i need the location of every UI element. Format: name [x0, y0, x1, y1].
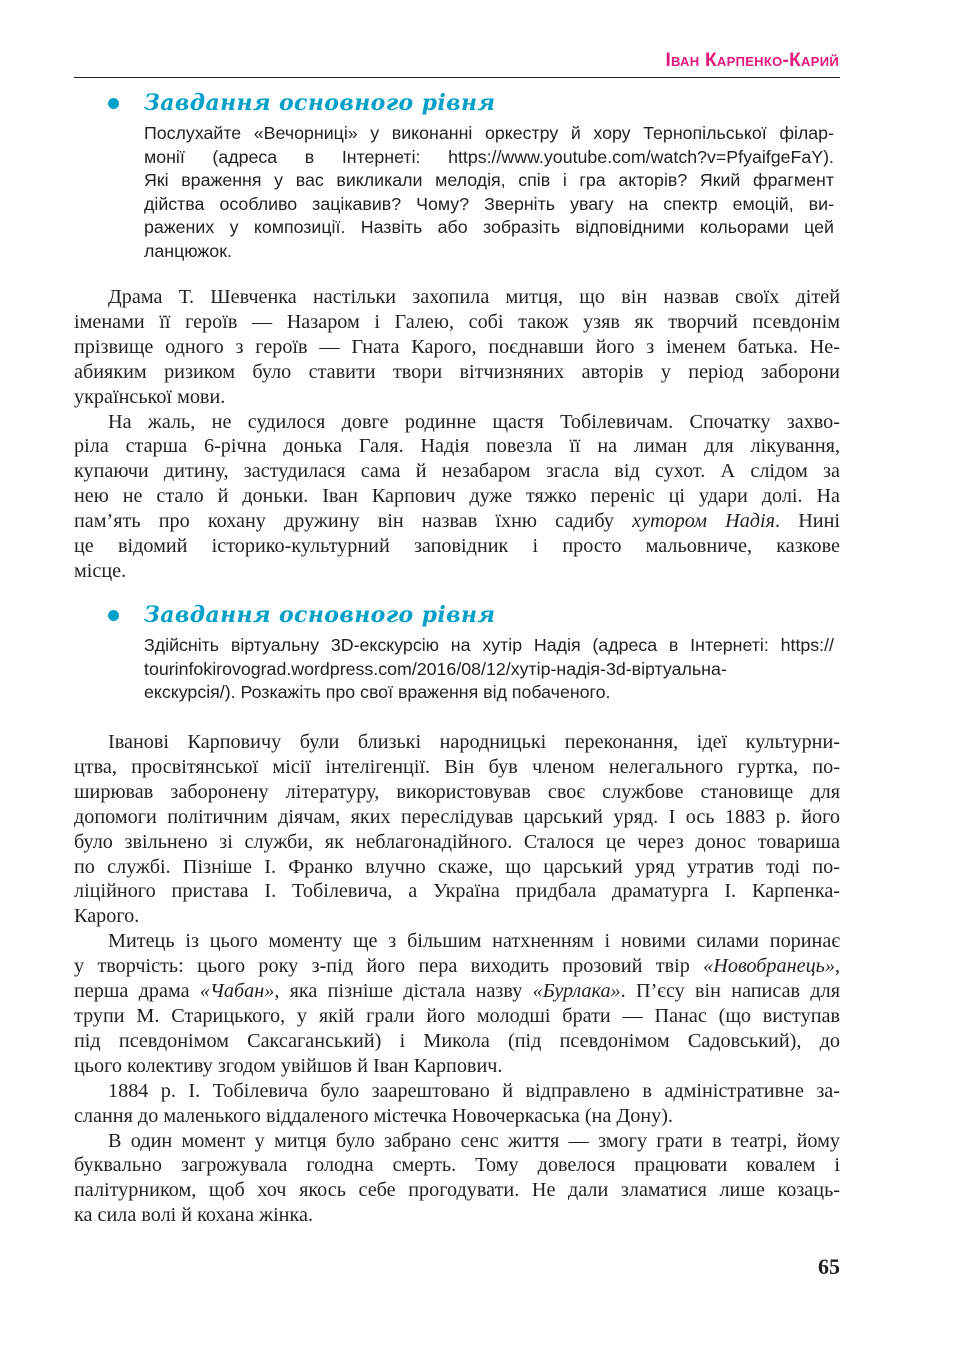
text-line: слання до маленького віддаленого містечка Новочеркаська (на Дону).	[74, 1104, 673, 1127]
text-line: В один момент у митця було забрано сенс життя — змогу грати в театрі, йому	[108, 1129, 840, 1152]
text-line: ліційного пристава І. Тобілевича, а Україна придбала драматурга І. Карпенка-	[74, 880, 840, 903]
text-line: Карого.	[74, 905, 140, 928]
text-line: палітурником, щоб хоч якось себе прогодувати. Не дали зламатися лише козаць-	[74, 1179, 840, 1202]
text-line: абияким ризиком було ставити твори вітчизняних авторів у період заборони	[74, 360, 840, 383]
task-line: ражених у композиції. Назвіть або зобразіть відповідними кольорами цей	[144, 217, 834, 238]
text-line: по службі. Пізніше І. Франко влучно скаже, що царський уряд утратив тоді по-	[74, 855, 840, 878]
paragraph	[74, 730, 840, 929]
task-box-1	[108, 88, 840, 264]
task-line: дійства особливо зацікавив? Чому? Зверніть увагу на спектр емоцій, ви-	[144, 193, 834, 214]
text-run: , яка пізніше дістала назву	[274, 980, 533, 1003]
text-line	[74, 954, 840, 979]
italic-emphasis: хутором Надія	[632, 510, 776, 533]
task-heading: Завдання основного рівня	[144, 602, 496, 628]
paragraph	[74, 929, 840, 1078]
text-run: пам’ять про кохану дружину він назвав їхню садибу	[74, 510, 633, 533]
task-heading: Завдання основного рівня	[144, 90, 496, 116]
italic-title: «Новобранець»	[703, 955, 835, 978]
text-line: На жаль, не судилося довге родинне щастя Тобілевичам. Спочатку захво-	[108, 410, 840, 433]
text-line	[74, 979, 840, 1004]
text-line: нею не стало й доньки. Іван Карпович дуже тяжко переніс ці удари долі. На	[74, 485, 840, 508]
paragraph	[74, 1129, 840, 1229]
page-number: 65	[818, 1254, 840, 1279]
text-line: 1884 р. І. Тобілевича було заарештовано й відправлено в адміністративне за-	[108, 1079, 840, 1102]
task-line: ланцюжок.	[144, 240, 232, 261]
text-line: місце.	[74, 559, 127, 582]
text-line: прізвище одного з героїв — Гната Карого, поєднавши його з іменем батька. Не-	[74, 335, 840, 358]
task-box-2	[108, 600, 840, 705]
task-line: Послухайте «Вечорниці» у виконанні оркестру й хору Тернопільської філар-	[144, 123, 834, 143]
paragraph	[74, 285, 840, 410]
task-header	[108, 600, 840, 634]
task-text	[144, 122, 834, 264]
text-line: Митець із цього моменту ще з більшим натхненням і новими силами поринає	[108, 930, 840, 953]
text-run: перша драма	[74, 980, 200, 1003]
text-line: цього колективу згодом увійшов й Іван Карпович.	[74, 1054, 503, 1077]
body-text-section-1	[74, 285, 840, 584]
text-run: у творчість: цього року з-під його пера виходить прозовий твір	[74, 955, 704, 978]
text-run: . П’єсу він написав для	[620, 980, 840, 1003]
task-header	[108, 88, 840, 122]
text-line: це відомий історико-культурний заповідник і просто мальовниче, казкове	[74, 535, 840, 558]
text-line: купаючи дитину, застудилася сама й незабаром згасла від сухот. А слідом за	[74, 460, 840, 483]
text-line: цтва, просвітянської місії інтелігенції. Він був членом нелегального гуртка, по-	[74, 755, 840, 778]
text-run: ,	[834, 955, 840, 978]
task-line: монії (адреса в Інтернеті: https://www.youtube.com/watch?v=PfyaifgeFaY).	[144, 146, 834, 167]
text-line: ріла старша 6-річна донька Галя. Надія повезла її на лиман для лікування,	[74, 435, 840, 458]
paragraph	[74, 410, 840, 584]
task-line: Здійсніть віртуальну 3D-екскурсію на хутір Надія (адреса в Інтернеті: https://	[144, 635, 834, 655]
text-line: допомоги політичним діячам, яких переслідував царський уряд. І ось 1883 р. його	[74, 805, 840, 828]
body-text-section-2	[74, 730, 840, 1228]
task-line: Які враження у вас викликали мелодія, спів і гра акторів? Який фрагмент	[144, 170, 834, 191]
text-run: . Нині	[775, 510, 840, 533]
text-line: іменами її героїв — Назаром і Галею, собі також узяв як творчий псевдонім	[74, 310, 840, 333]
running-header-title: Іван Карпенко-Карий	[665, 50, 839, 71]
task-line: екскурсія/). Розкажіть про свої враження від побаченого.	[144, 682, 611, 703]
header-rule	[74, 77, 840, 78]
text-line: під псевдонімом Саксаганський) і Микола (під псевдонімом Садовський), до	[74, 1029, 840, 1052]
task-line: tourinfokirovograd.wordpress.com/2016/08/12/хутір-надія-3d-віртуальна-	[144, 658, 727, 679]
bullet-dot-icon	[108, 610, 119, 621]
text-line: трупи М. Старицького, у якій грали його молодші брати — Панас (що виступав	[74, 1004, 840, 1027]
text-line: ка сила волі й кохана жінка.	[74, 1204, 313, 1227]
text-line: ширював заборонену літературу, використовував своє службове становище для	[74, 780, 840, 803]
italic-title: «Чабан»	[199, 980, 275, 1003]
text-line: буквально загрожувала голодна смерть. Тому довелося працювати ковалем і	[74, 1154, 840, 1177]
text-line: Драма Т. Шевченка настільки захопила митця, що він назвав своїх дітей	[108, 286, 840, 308]
text-line: української мови.	[74, 385, 226, 408]
italic-title: «Бурлака»	[532, 980, 621, 1003]
bullet-dot-icon	[108, 98, 119, 109]
paragraph	[74, 1079, 840, 1129]
task-text	[144, 634, 834, 705]
text-line: було звільнено зі служби, як неблагонадійного. Сталося це через донос товариша	[74, 830, 840, 853]
text-line	[74, 509, 840, 534]
text-line: Іванові Карповичу були близькі народницькі переконання, ідеї культурни-	[108, 731, 840, 753]
